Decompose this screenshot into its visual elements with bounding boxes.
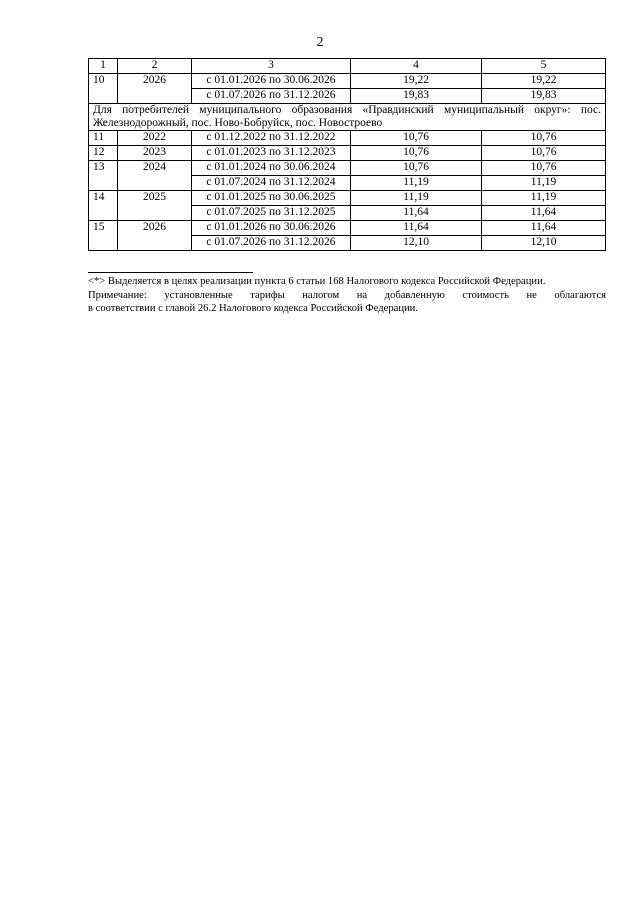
period-cell: с 01.07.2026 по 31.12.2026 bbox=[192, 236, 351, 251]
footnote-note-line1: Примечание: установленные тарифы налогом на добавленную стоимость не облагаются bbox=[88, 289, 606, 301]
table-row bbox=[89, 74, 606, 89]
year-cell: 2024 bbox=[118, 161, 192, 191]
year-cell: 2022 bbox=[118, 131, 192, 146]
period-cell: с 01.07.2024 по 31.12.2024 bbox=[192, 176, 351, 191]
tariff-value-cell: 11,64 bbox=[351, 206, 482, 221]
period-cell: с 01.01.2024 по 30.06.2024 bbox=[192, 161, 351, 176]
period-cell: с 01.01.2026 по 30.06.2026 bbox=[192, 74, 351, 89]
footnote-note-line2: в соответствии с главой 26.2 Налогового кодекса Российской Федерации. bbox=[88, 303, 418, 314]
footnote-divider bbox=[88, 272, 253, 273]
period-cell: с 01.01.2025 по 30.06.2025 bbox=[192, 191, 351, 206]
tariff-value-cell: 19,83 bbox=[482, 89, 606, 104]
row-number-cell: 13 bbox=[89, 161, 118, 191]
tariff-table bbox=[88, 58, 606, 251]
row-number-cell: 11 bbox=[89, 131, 118, 146]
row-number-cell: 15 bbox=[89, 221, 118, 251]
period-cell: с 01.07.2026 по 31.12.2026 bbox=[192, 89, 351, 104]
tariff-value-cell: 12,10 bbox=[351, 236, 482, 251]
period-cell: с 01.01.2026 по 30.06.2026 bbox=[192, 221, 351, 236]
header-cell: 2 bbox=[118, 59, 192, 74]
row-number-cell: 14 bbox=[89, 191, 118, 221]
tariff-value-cell: 12,10 bbox=[482, 236, 606, 251]
section-note-row bbox=[89, 104, 606, 131]
footnotes bbox=[88, 272, 606, 316]
tariff-value-cell: 10,76 bbox=[351, 131, 482, 146]
table-row bbox=[89, 221, 606, 236]
tariff-value-cell: 19,22 bbox=[482, 74, 606, 89]
header-cell: 1 bbox=[89, 59, 118, 74]
table-row bbox=[89, 146, 606, 161]
tariff-value-cell: 11,64 bbox=[482, 221, 606, 236]
table-row bbox=[89, 191, 606, 206]
tariff-value-cell: 10,76 bbox=[351, 146, 482, 161]
footnote-asterisk: <*> Выделяется в целях реализации пункта 6 статьи 168 Налогового кодекса Российской Федерации. bbox=[88, 276, 546, 287]
tariff-value-cell: 11,19 bbox=[482, 191, 606, 206]
tariff-value-cell: 11,19 bbox=[351, 176, 482, 191]
tariff-value-cell: 11,19 bbox=[351, 191, 482, 206]
period-cell: с 01.07.2025 по 31.12.2025 bbox=[192, 206, 351, 221]
tariff-value-cell: 10,76 bbox=[351, 161, 482, 176]
period-cell: с 01.12.2022 по 31.12.2022 bbox=[192, 131, 351, 146]
tariff-value-cell: 10,76 bbox=[482, 131, 606, 146]
row-number-cell: 12 bbox=[89, 146, 118, 161]
year-cell: 2023 bbox=[118, 146, 192, 161]
year-cell: 2026 bbox=[118, 221, 192, 251]
section-note: Для потребителей муниципального образования «Правдинский муниципальный округ»: пос. Железнодорожный, пос. Ново-Бобруйск, пос. Новостроево bbox=[89, 104, 606, 131]
header-cell: 4 bbox=[351, 59, 482, 74]
year-cell: 2025 bbox=[118, 191, 192, 221]
tariff-value-cell: 11,64 bbox=[351, 221, 482, 236]
table-row bbox=[89, 161, 606, 176]
header-cell: 5 bbox=[482, 59, 606, 74]
year-cell: 2026 bbox=[118, 74, 192, 104]
period-cell: с 01.01.2023 по 31.12.2023 bbox=[192, 146, 351, 161]
header-cell: 3 bbox=[192, 59, 351, 74]
table-header-row bbox=[89, 59, 606, 74]
tariff-value-cell: 11,64 bbox=[482, 206, 606, 221]
tariff-value-cell: 11,19 bbox=[482, 176, 606, 191]
tariff-value-cell: 19,83 bbox=[351, 89, 482, 104]
page-number: 2 bbox=[316, 35, 324, 50]
tariff-value-cell: 19,22 bbox=[351, 74, 482, 89]
tariff-value-cell: 10,76 bbox=[482, 146, 606, 161]
tariff-value-cell: 10,76 bbox=[482, 161, 606, 176]
table-row bbox=[89, 131, 606, 146]
row-number-cell: 10 bbox=[89, 74, 118, 104]
